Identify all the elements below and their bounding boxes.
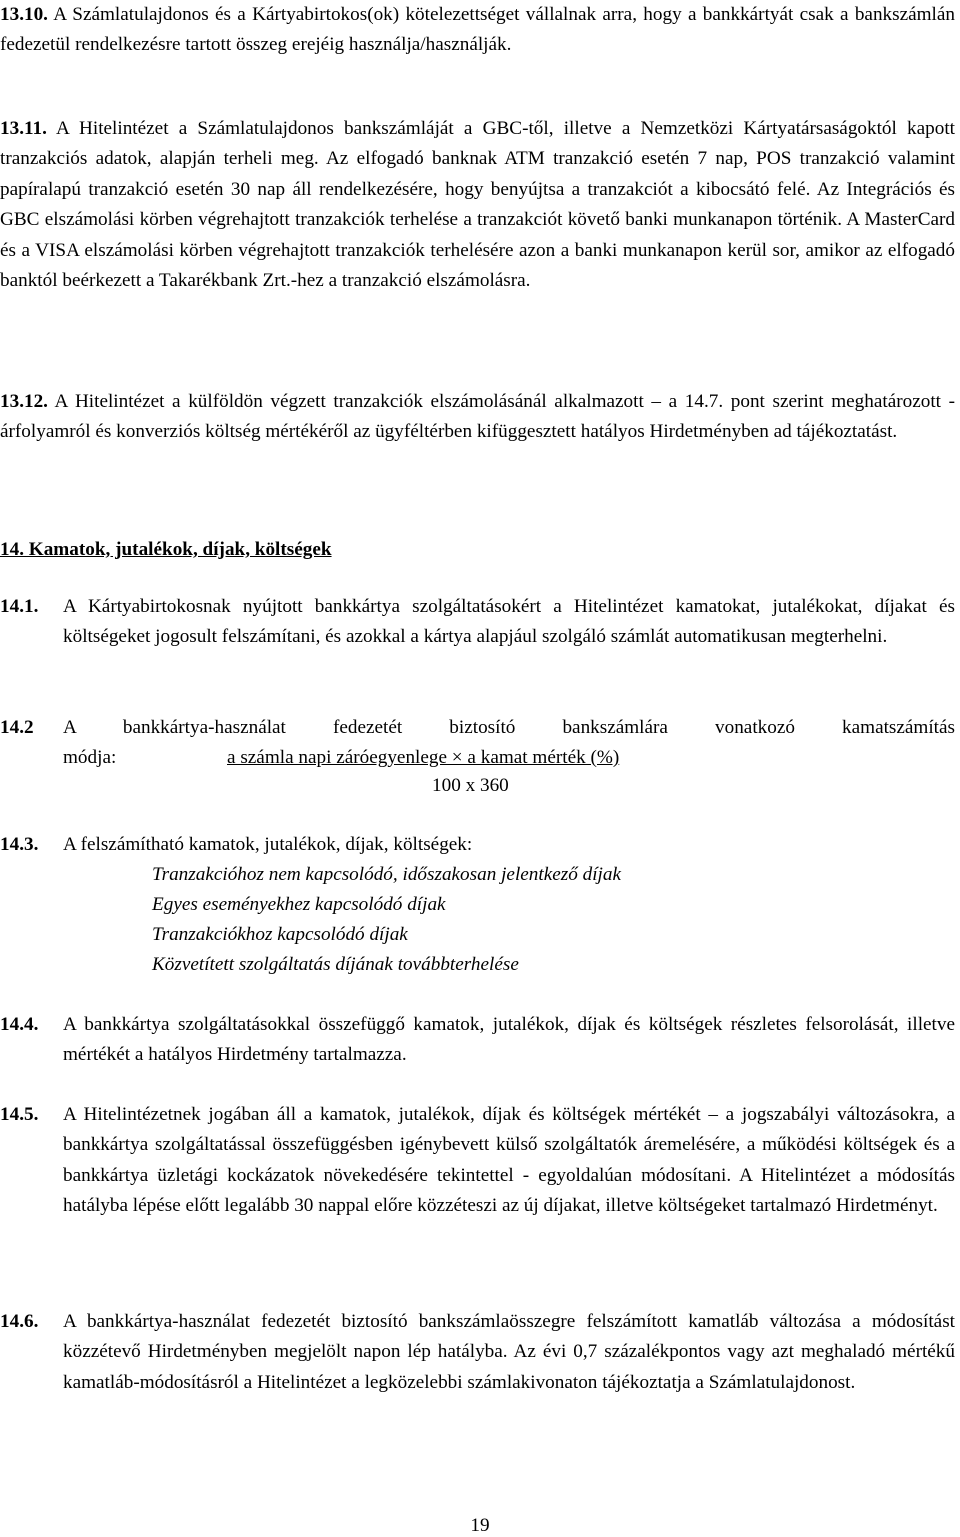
section-number: 13.11. [0,118,47,139]
section-number: 13.10. [0,4,48,25]
section-heading: 14. Kamatok, jutalékok, díjak, költségek [0,539,332,560]
section-number: 14.1. [0,596,39,617]
paragraph-14-4: A bankkártya szolgáltatásokkal összefüggő kamatok, jutalékok, díjak és költségek részletes felsorolását, illetve mértékét a hatályos Hirdetmény tartalmazza. [63,1014,955,1066]
paragraph-text: A Hitelintézet a külföldön végzett tranzakciók elszámolásánál alkalmazott – a 14.7. pont szerint meghatározott - árfolyamról és konverziós költség mértékéről az ügyféltérben kifüggesztett hatályos Hirdetményben ad tájékoztatást. [0,391,955,443]
paragraph-13-11 [0,114,955,296]
paragraph-14-1: A Kártyabirtokosnak nyújtott bankkártya szolgáltatásokért a Hitelintézet kamatokat, jutalékokat, díjakat és költségeket jogosult felszámítani, és azokkal a kártya alapjául szolgáló számlát automatikusan megterhelni. [63,596,955,648]
paragraph-14-5: A Hitelintézetnek jogában áll a kamatok, jutalékok, díjak és költségek mértékét – a jogszabályi változásokra, a bankkártya szolgáltatással összefüggésben igénybevett külső szolgáltatók áremelésére, a működési költségek és a bankkártya üzletági kockázatok növekedésére tekintettel - egyoldalúan módosítani. A Hitelintézet a módosítás hatályba lépése előtt legalább 30 nappal előre közzéteszi az új díjakat, illetve költségeket tartalmazó Hirdetményt. [63,1104,955,1217]
formula-numerator: a számla napi záróegyenlege × a kamat mérték (%) [227,747,620,768]
paragraph-text: A Számlatulajdonos és a Kártyabirtokos(ok) kötelezettséget vállalnak arra, hogy a bankkártyát csak a bankszámlán fedezetül rendelkezésre tartott összeg erejéig használja/használják. [0,4,955,56]
formula-denominator: 100 x 360 [432,775,509,796]
section-number: 14.3. [0,834,39,855]
fee-category-item: Tranzakcióhoz nem kapcsolódó, időszakosan jelentkező díjak [152,864,621,885]
paragraph-13-10 [0,0,955,61]
fee-category-item: Tranzakciókhoz kapcsolódó díjak [152,924,408,945]
page-number: 19 [470,1515,490,1536]
paragraph-14-6: A bankkártya-használat fedezetét biztosító bankszámlaösszegre felszámított kamatláb változása a módosítást közzétevő Hirdetményben megjelölt napon lép hatályba. Az évi 0,7 százalékpontos vagy azt meghaladó mértékű kamatláb-módosításról a Hitelintézet a legközelebbi számlakivonaton tájékoztatja a Számlatulajdonost. [63,1311,955,1393]
fee-category-item: Közvetített szolgáltatás díjának továbbterhelése [152,954,519,975]
paragraph-14-3: A felszámítható kamatok, jutalékok, díjak, költségek: [63,834,473,855]
paragraph-14-2: A bankkártya-használat fedezetét biztosító bankszámlára vonatkozó kamatszámítás [63,717,955,738]
section-number: 14.2 [0,717,34,738]
fee-category-item: Egyes eseményekhez kapcsolódó díjak [152,894,446,915]
section-number: 14.4. [0,1014,39,1035]
mode-label: módja: [63,747,117,768]
paragraph-text: A Hitelintézet a Számlatulajdonos bankszámláját a GBC-től, illetve a Nemzetközi Kártyatársaságoktól kapott tranzakciós adatok, alapján terheli meg. Az elfogadó banknak ATM tranzakció esetén 7 nap, POS tranzakció valamint papíralapú tranzakció esetén 30 nap áll rendelkezésére, hogy benyújtsa a tranzakciót a kibocsátó felé. Az Integrációs és GBC elszámolási körben végrehajtott tranzakciók terhelése a tranzakciót követő banki munkanapon történik. A MasterCard és a VISA elszámolási körben végrehajtott tranzakciók terhelésére azon a banki munkanapon kerül sor, amikor az elfogadó banktól beérkezett a Takarékbank Zrt.-hez a tranzakció elszámolásra. [0,118,955,292]
section-number: 14.6. [0,1311,39,1332]
section-number: 13.12. [0,391,48,412]
section-number: 14.5. [0,1104,39,1125]
paragraph-13-12 [0,387,955,448]
